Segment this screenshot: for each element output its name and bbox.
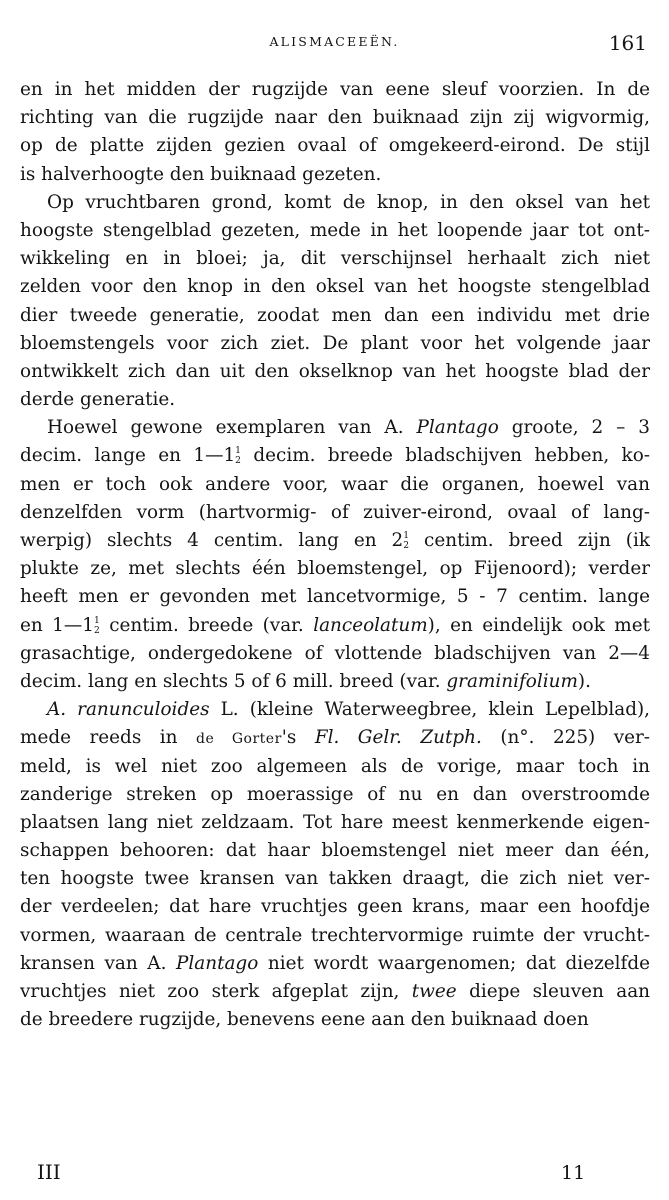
- text-line: [20, 161, 650, 189]
- text-run: Op vruchtbaren grond, komt de knop, in den oksel van het: [47, 191, 650, 213]
- text-run: hoogste stengelblad gezeten, mede in het loopende jaar tot ont-: [20, 219, 650, 241]
- text-line: [20, 273, 650, 301]
- text-line: [20, 358, 650, 386]
- text-line: [20, 104, 650, 132]
- text-run: diepe sleuven aan: [456, 981, 650, 1002]
- smallcaps-run: de Gorter: [196, 731, 282, 748]
- text-run: werpig) slechts 4 centim. lang en 2: [20, 530, 404, 551]
- text-run: men er toch ook andere voor, waar die organen, hoewel van: [20, 473, 650, 495]
- text-run: op de platte zijden gezien ovaal of omgekeerd-eirond. De stijl: [20, 135, 650, 157]
- text-run: ontwikkelt zich dan uit den okselknop van het hoogste blad der: [20, 360, 650, 382]
- text-run: decim. breede bladschijven hebben, ko-: [240, 445, 650, 467]
- text-run: decim. lang en slechts 5 of 6 mill. breed (var.: [20, 670, 447, 692]
- signature-mark: III: [37, 1160, 61, 1184]
- text-run: zelden voor den knop in den oksel van het hoogste stengelblad: [20, 276, 650, 298]
- text-run: niet wordt waargenomen; dat diezelfde: [258, 952, 650, 974]
- text-run: grasachtige, ondergedokene of vlottende bladschijven van 2—4: [20, 642, 650, 664]
- text-line: [20, 640, 650, 668]
- italic-run: A. ranunculoides: [47, 699, 210, 721]
- text-run: 's: [281, 727, 315, 749]
- text-line: [20, 583, 650, 611]
- sheet-number: 11: [561, 1162, 586, 1184]
- text-run: en in het midden der rugzijde van eene sleuf voorzien. In de: [20, 79, 650, 100]
- text-run: de breedere rugzijde, benevens eene aan den buiknaad doen: [20, 1009, 589, 1031]
- text-run: ), en eindelijk ook met: [427, 614, 650, 636]
- page-number: 161: [608, 31, 647, 55]
- italic-run: Fl. Gelr. Zutph.: [314, 727, 482, 749]
- text-line: [20, 132, 650, 160]
- text-line: [20, 668, 650, 696]
- text-run: is halverhoogte den buiknaad gezeten.: [20, 163, 382, 185]
- text-run: Hoewel gewone exemplaren van A.: [47, 417, 417, 439]
- text-run: vormen, waaraan de centrale trechtervormige ruimte der vrucht-: [20, 924, 650, 946]
- text-line: [20, 612, 650, 640]
- text-run: plaatsen lang niet zeldzaam. Tot hare meest kenmerkende eigen-: [20, 811, 650, 833]
- fraction-numerator: 1: [93, 614, 100, 626]
- text-line: [20, 555, 650, 583]
- text-line: [20, 837, 650, 865]
- fraction-numerator: 1: [235, 445, 241, 457]
- text-line: [20, 442, 650, 470]
- text-run: centim. breede (var.: [99, 614, 314, 636]
- text-run: en 1—1: [20, 614, 94, 636]
- text-line: [20, 302, 650, 330]
- text-line: [20, 809, 650, 837]
- text-run: meld, is wel niet zoo algemeen als de vorige, maar toch in: [20, 755, 650, 777]
- text-line: [20, 471, 650, 499]
- text-line: [20, 893, 650, 921]
- text-run: decim. lange en 1—1: [20, 445, 236, 467]
- fraction-denominator: 2: [403, 540, 410, 551]
- text-run: kransen van A.: [20, 952, 177, 974]
- text-run: mede reeds in: [20, 727, 197, 749]
- text-line: [20, 330, 650, 358]
- text-run: bloemstengels voor zich ziet. De plant voor het volgende jaar: [20, 332, 650, 354]
- text-run: richting van die rugzijde naar den buiknaad zijn zij wigvormig,: [20, 107, 650, 129]
- text-line: [20, 414, 650, 442]
- text-line: [20, 781, 650, 809]
- italic-run: graminifolium: [446, 670, 578, 692]
- text-line: [20, 76, 650, 104]
- text-run: centim. breed zijn (ik: [409, 530, 650, 551]
- fraction-numerator: 1: [403, 530, 410, 541]
- text-line: [20, 724, 650, 752]
- text-run: L. (kleine Waterweegbree, klein Lepelblad),: [209, 699, 650, 721]
- text-line: [20, 189, 650, 217]
- text-line: [20, 696, 650, 724]
- text-line: [20, 950, 650, 978]
- text-run: wikkeling en in bloei; ja, dit verschijnsel herhaalt zich niet: [20, 248, 650, 270]
- text-run: zanderige streken op moerassige of nu en dan overstroomde: [20, 783, 650, 805]
- text-run: heeft men er gevonden met lancetvormige, 5 - 7 centim. lange: [20, 586, 650, 608]
- text-line: [20, 1006, 650, 1034]
- text-line: [20, 527, 650, 555]
- running-title: ALISMACEEËN.: [269, 34, 400, 49]
- body-text: [20, 76, 650, 1034]
- text-run: denzelfden vorm (hartvormig- of zuiver-eirond, ovaal of lang-: [20, 501, 650, 523]
- text-line: [20, 753, 650, 781]
- text-run: (n°. 225) ver-: [481, 727, 650, 749]
- text-run: der verdeelen; dat hare vruchtjes geen krans, maar een hoofdje: [20, 896, 650, 918]
- italic-run: twee: [411, 981, 457, 1002]
- text-line: [20, 245, 650, 273]
- fraction-denominator: 2: [235, 455, 241, 467]
- text-line: [20, 978, 650, 1006]
- text-run: dier tweede generatie, zoodat men dan een individu met drie: [20, 304, 650, 326]
- text-line: [20, 499, 650, 527]
- text-run: ten hoogste twee kransen van takken draagt, die zich niet ver-: [20, 868, 650, 890]
- text-run: plukte ze, met slechts één bloemstengel, op Fijenoord); verder: [20, 558, 650, 580]
- text-line: [20, 217, 650, 245]
- text-run: groote, 2 – 3: [498, 417, 650, 439]
- text-line: [20, 922, 650, 950]
- text-run: ).: [577, 670, 591, 692]
- fraction-denominator: 2: [93, 624, 100, 636]
- italic-run: Plantago: [176, 952, 259, 974]
- text-run: schappen behooren: dat haar bloemstengel niet meer dan één,: [20, 840, 650, 862]
- italic-run: Plantago: [416, 417, 499, 439]
- text-run: vruchtjes niet zoo sterk afgeplat zijn,: [20, 981, 412, 1002]
- text-line: [20, 865, 650, 893]
- text-run: derde generatie.: [20, 389, 176, 411]
- text-line: [20, 386, 650, 414]
- italic-run: lanceolatum: [313, 614, 428, 636]
